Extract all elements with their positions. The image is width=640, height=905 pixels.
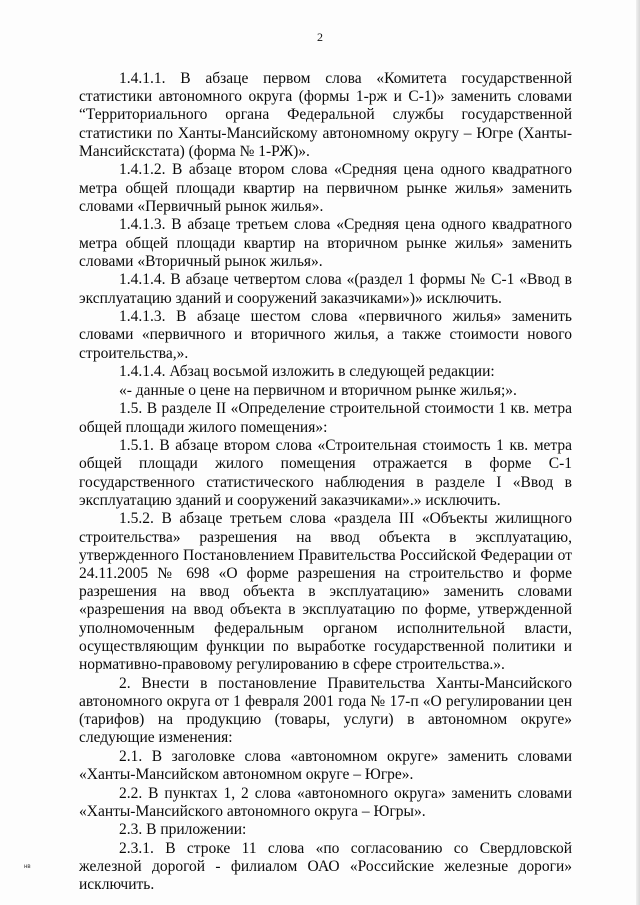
paragraph-1-4-1-4-second: 1.4.1.4. Абзац восьмой изложить в следующей редакции: (119, 363, 495, 381)
page-number: 2 (317, 30, 323, 44)
paragraph-2-3: 2.3. В приложении: (119, 821, 247, 839)
paragraph-1-4-1-3-first: 1.4.1.3. В абзаце третьем слова «Средняя цена одного квадратного метра общей площади квартир на вторичном рынке жилья» заменить словами «Вторичный рынок жилья». (79, 216, 572, 270)
paragraph-1-4-1-4-first: 1.4.1.4. В абзаце четвертом слова «(раздел 1 формы № С-1 «Ввод в эксплуатацию зданий и сооружений заказчиками»)» исключить. (79, 271, 572, 307)
footer-mark: нв (24, 864, 31, 870)
paragraph-1-5: 1.5. В разделе II «Определение строительной стоимости 1 кв. метра общей площади жилого помещения»: (79, 400, 572, 436)
paragraph-1-4-1-3-second: 1.4.1.3. В абзаце шестом слова «первичного жилья» заменить словами «первичного и вторичного жилья, а также стоимости нового строительства,». (79, 308, 572, 362)
paragraph-2: 2. Внести в постановление Правительства Ханты-Мансийского автономного округа от 1 февраля 2001 года № 17-п «О регулировании цен (тарифов) на продукцию (товары, услуги) в автономном округе» следующие изменения: (79, 674, 572, 747)
paragraph-quoted-data: «- данные о цене на первичном и вторичном рынке жилья;». (119, 381, 517, 399)
document-body (79, 70, 572, 895)
paragraph-2-1: 2.1. В заголовке слова «автономном округе» заменить словами «Ханты-Мансийском автономном округе – Югре». (79, 747, 572, 784)
paragraph-2-3-1: 2.3.1. В строке 11 слова «по согласованию со Свердловской железной дорогой - филиалом ОАО «Российские железные дороги» исключить. (79, 840, 572, 894)
scan-edge-shadow (636, 0, 640, 905)
paragraph-1-5-2: 1.5.2. В абзаце третьем слова «раздела III «Объекты жилищного строительства» разрешения на ввод объекта в эксплуатацию, утвержденного Постановлением Правительства Российской Федерации от 24.11.2005 № 698 «О форме разрешения на строительство и форме разрешения на ввод объекта в эксплуатацию» заменить словами «разрешения на ввод объекта в эксплуатацию по форме, утвержденной уполномоченным федеральным органом исполнительной власти, осуществляющим функции по выработке государственной политики и нормативно-правовому регулированию в сфере строительства.». (79, 510, 572, 674)
paragraph-1-4-1-2: 1.4.1.2. В абзаце втором слова «Средняя цена одного квадратного метра общей площади квартир на первичном рынке жилья» заменить словами «Первичный рынок жилья». (79, 161, 572, 215)
paragraph-1-5-1: 1.5.1. В абзаце втором слова «Строительная стоимость 1 кв. метра общей площади жилого помещения отражается в форме С-1 государственного статистического наблюдения в разделе I «Ввод в эксплуатацию зданий и сооружений заказчиками».» исключить. (79, 437, 572, 509)
paragraph-2-2: 2.2. В пунктах 1, 2 слова «автономного округа» заменить словами «Ханты-Мансийского автономного округа – Югры». (79, 784, 572, 820)
paragraph-1-4-1-1: 1.4.1.1. В абзаце первом слова «Комитета государственной статистики автономного округа (формы 1-рж и С-1)» заменить словами “Территориального органа Федеральной службы государственной статистики по Ханты-Мансийскому автономному округу – Югре (Ханты-Мансийскстата) (форма № 1-РЖ)». (79, 70, 572, 160)
